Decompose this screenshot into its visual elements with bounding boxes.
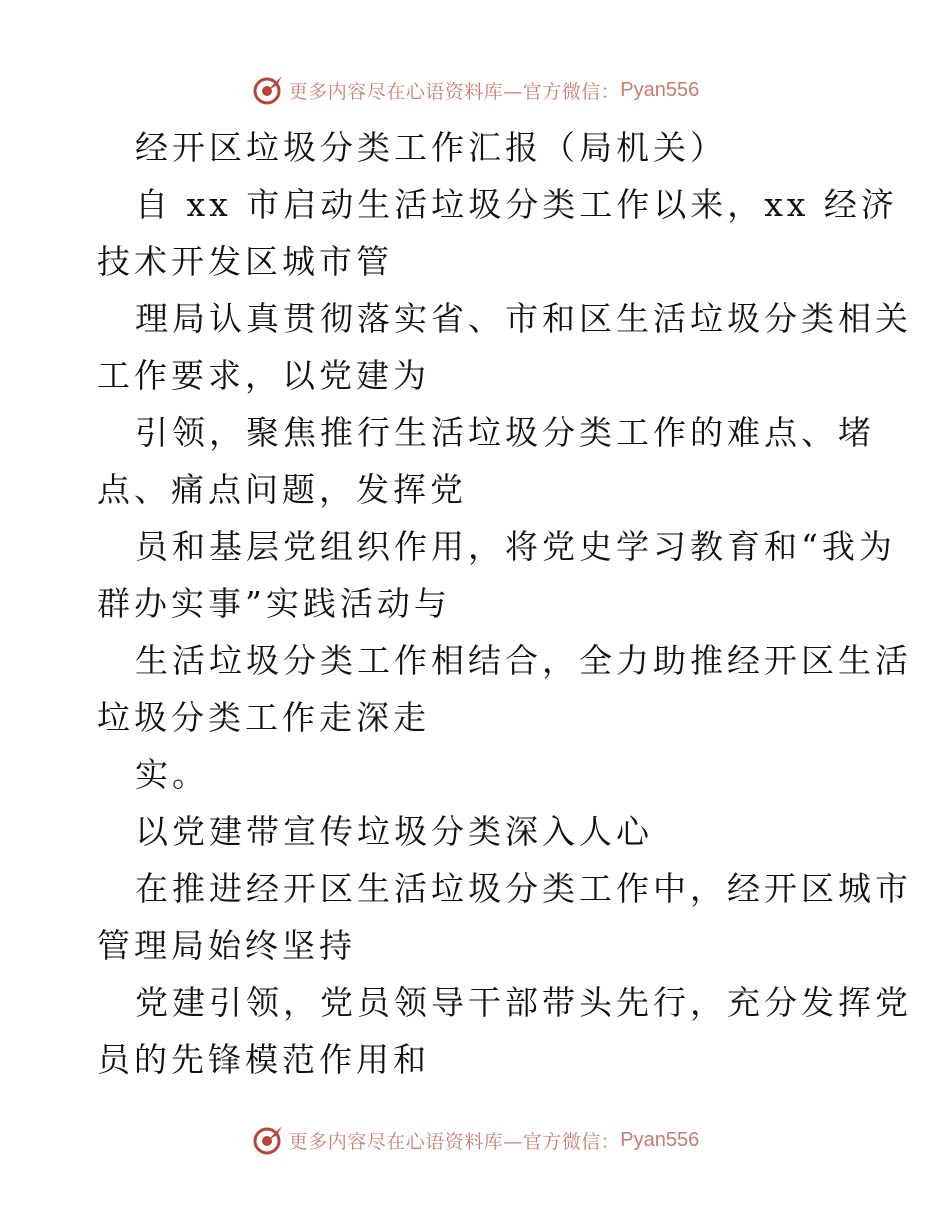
paragraph-line: 自 xx 市启动生活垃圾分类工作以来，xx 经济	[135, 185, 898, 224]
quill-logo-icon	[251, 1123, 285, 1157]
paragraph-line: 群办实事”实践活动与	[97, 584, 451, 623]
header-banner-id: Pyan556	[620, 78, 700, 101]
quill-logo-icon	[251, 73, 285, 107]
paragraph-line: 在推进经开区生活垃圾分类工作中，经开区城市	[135, 869, 912, 908]
header-banner	[0, 70, 950, 110]
section-heading: 以党建带宣传垃圾分类深入人心	[135, 812, 653, 851]
paragraph-line: 生活垃圾分类工作相结合，全力助推经开区生活	[135, 641, 912, 680]
paragraph-line: 实。	[135, 755, 209, 794]
paragraph-line: 工作要求，以党建为	[97, 356, 430, 395]
footer-banner-id: Pyan556	[620, 1128, 700, 1151]
footer-banner-text: 更多内容尽在心语资料库—官方微信：	[288, 1130, 621, 1153]
paragraph-line: 点、痛点问题，发挥党	[97, 470, 467, 509]
document-title: 经开区垃圾分类工作汇报（局机关）	[135, 128, 727, 167]
header-banner-text: 更多内容尽在心语资料库—官方微信：	[288, 80, 621, 103]
paragraph-line: 党建引领，党员领导干部带头先行，充分发挥党	[135, 983, 912, 1022]
paragraph-line: 理局认真贯彻落实省、市和区生活垃圾分类相关	[135, 299, 912, 338]
paragraph-line: 管理局始终坚持	[97, 926, 356, 965]
footer-banner	[0, 1120, 950, 1160]
paragraph-line: 员的先锋模范作用和	[97, 1040, 430, 1079]
paragraph-line: 垃圾分类工作走深走	[97, 698, 430, 737]
paragraph-line: 员和基层党组织作用，将党史学习教育和“我为	[135, 527, 896, 566]
paragraph-line: 技术开发区城市管	[97, 242, 393, 281]
paragraph-line: 引领，聚焦推行生活垃圾分类工作的难点、堵	[135, 413, 875, 452]
